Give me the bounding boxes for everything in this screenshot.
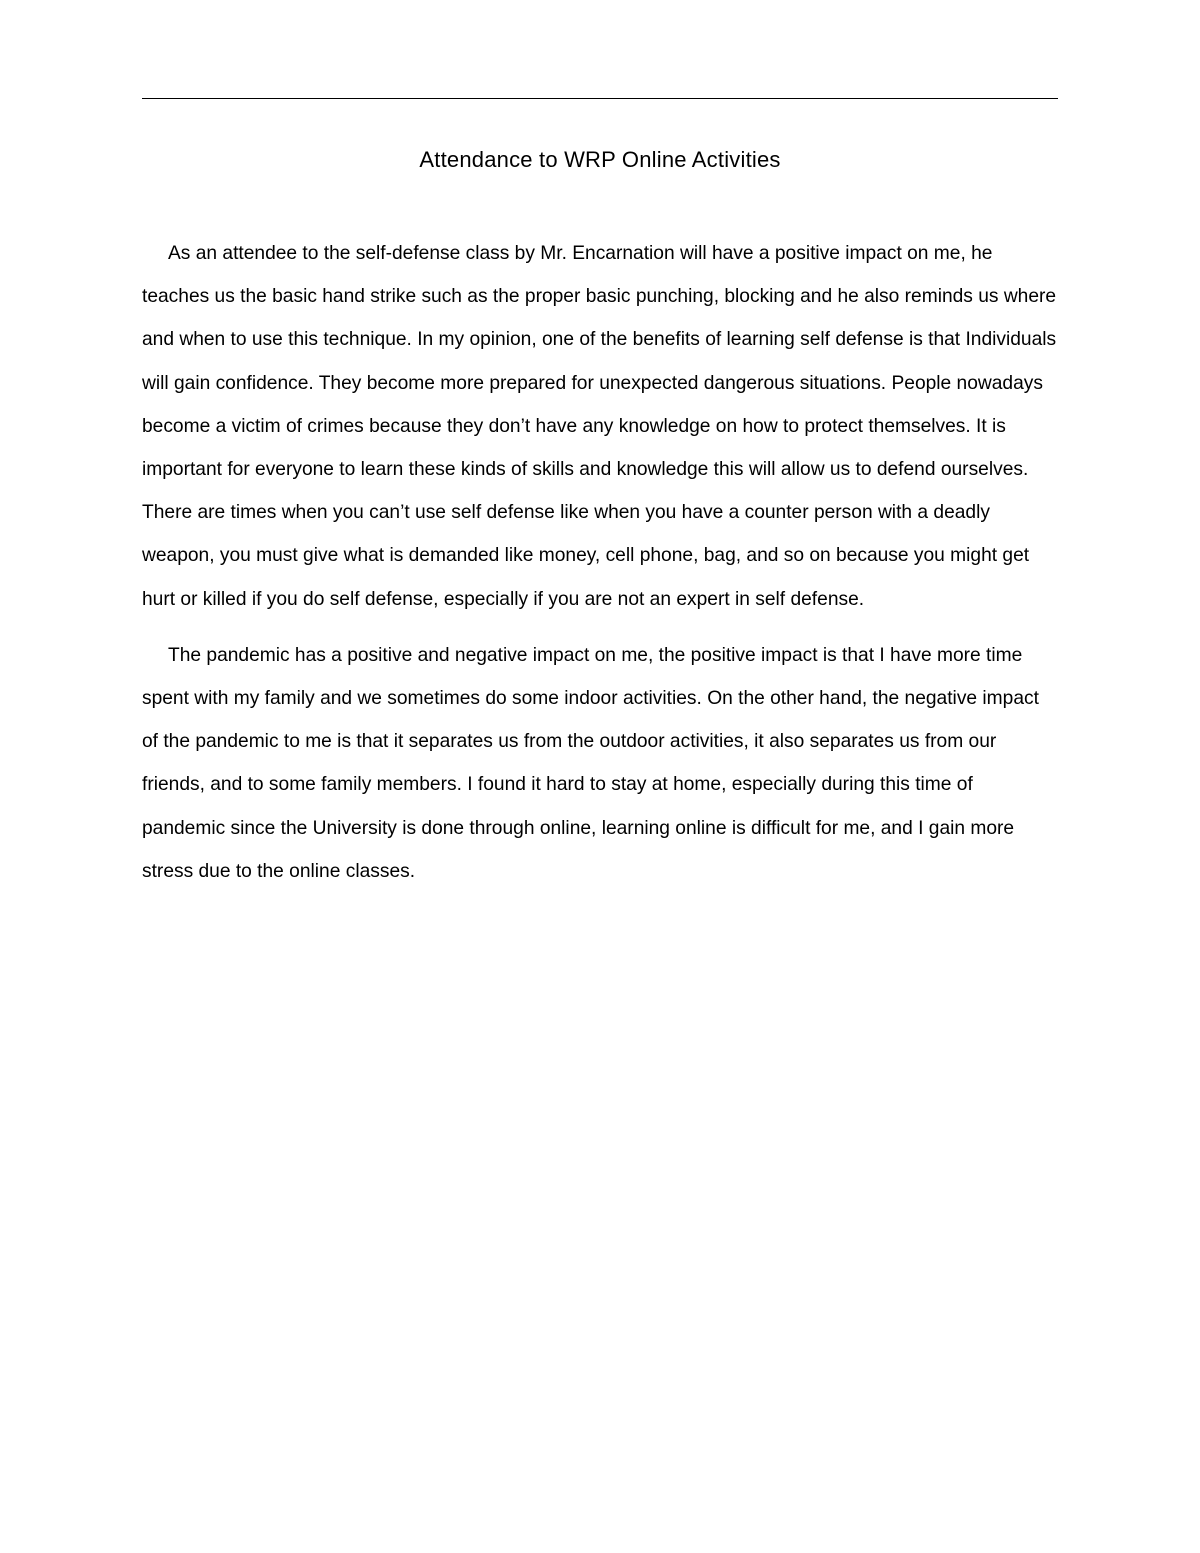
document-body xyxy=(142,232,1058,893)
header-rule xyxy=(142,98,1058,99)
paragraph-1: As an attendee to the self-defense class by Mr. Encarnation will have a positive impact on me, he teaches us the basic hand strike such as the proper basic punching, blocking and he also reminds us where and when to use this technique. In my opinion, one of the benefits of learning self defense is that Individuals will gain confidence. They become more prepared for unexpected dangerous situations. People nowadays become a victim of crimes because they don’t have any knowledge on how to protect themselves. It is important for everyone to learn these kinds of skills and knowledge this will allow us to defend ourselves. There are times when you can’t use self defense like when you have a counter person with a deadly weapon, you must give what is demanded like money, cell phone, bag, and so on because you might get hurt or killed if you do self defense, especially if you are not an expert in self defense. xyxy=(142,243,1057,610)
paragraph-2: The pandemic has a positive and negative impact on me, the positive impact is that I have more time spent with my family and we sometimes do some indoor activities. On the other hand, the negative impact of the pandemic to me is that it separates us from the outdoor activities, it also separates us from our friends, and to some family members. I found it hard to stay at home, especially during this time of pandemic since the University is done through online, learning online is difficult for me, and I gain more stress due to the online classes. xyxy=(142,644,1039,882)
document-title: Attendance to WRP Online Activities xyxy=(419,147,781,172)
